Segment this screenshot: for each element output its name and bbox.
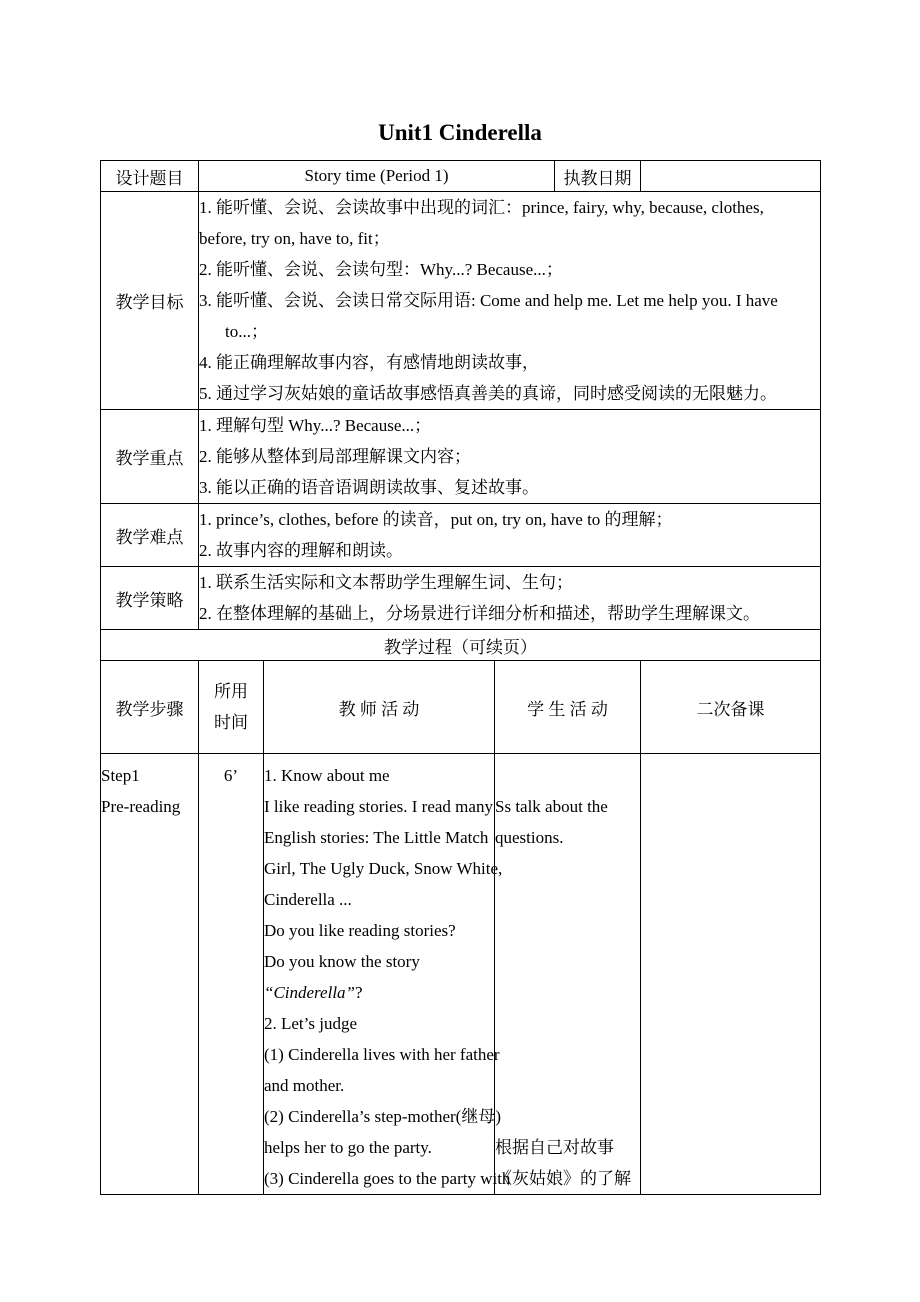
strategy-line: 2. 在整体理解的基础上，分场景进行详细分析和描述，帮助学生理解课文。	[199, 604, 760, 623]
teacher-line: 2. Let’s judge	[264, 1014, 358, 1033]
objective-line: 2. 能听懂、会说、会读句型：Why...? Because...；	[199, 260, 563, 279]
key-points-label: 教学重点	[101, 410, 199, 504]
teacher-line: and mother.	[264, 1076, 345, 1095]
topic-row	[101, 161, 821, 192]
student-line: 《灰姑娘》的了解	[495, 1169, 631, 1188]
column-header-row	[101, 661, 821, 754]
teacher-line: 1. Know about me	[264, 766, 390, 785]
teacher-line: Do you know the story	[264, 952, 420, 971]
objective-line: 4. 能正确理解故事内容，有感情地朗读故事，	[199, 353, 539, 372]
topic-value: Story time (Period 1)	[199, 161, 555, 192]
objective-line: 5. 通过学习灰姑娘的童话故事感悟真善美的真谛，同时感受阅读的无限魅力。	[199, 384, 777, 403]
step-phase: Pre-reading	[101, 797, 181, 816]
step1-step-cell	[101, 754, 199, 1195]
difficulties-content	[199, 504, 821, 567]
question-mark: ?	[355, 983, 363, 1002]
col-step-header: 教学步骤	[101, 661, 199, 754]
key-points-content	[199, 410, 821, 504]
key-point-line: 3. 能以正确的语音语调朗读故事、复述故事。	[199, 478, 539, 497]
step1-row	[101, 754, 821, 1195]
teacher-line: (1) Cinderella lives with her father	[264, 1045, 500, 1064]
col-student-header: 学 生 活 动	[495, 661, 641, 754]
difficulty-line: 1. prince’s, clothes, before 的读音，put on, try on, have to 的理解；	[199, 510, 673, 529]
objective-line: 1. 能听懂、会说、会读故事中出现的词汇：prince, fairy, why, because, clothes,	[199, 198, 764, 217]
date-label: 执教日期	[555, 161, 641, 192]
process-header-row	[101, 630, 821, 661]
step1-time-cell	[199, 754, 264, 1195]
objective-line: before, try on, have to, fit；	[199, 229, 390, 248]
teacher-line: (3) Cinderella goes to the party with	[264, 1169, 511, 1188]
story-title: “Cinderella”	[264, 983, 355, 1002]
difficulties-row	[101, 504, 821, 567]
objectives-row	[101, 192, 821, 410]
objectives-content	[199, 192, 821, 410]
key-point-line: 2. 能够从整体到局部理解课文内容；	[199, 447, 471, 466]
step1-student-cell	[495, 754, 641, 1195]
teacher-line: Girl, The Ugly Duck, Snow White,	[264, 859, 503, 878]
col-teacher-header: 教 师 活 动	[264, 661, 495, 754]
lesson-plan-table	[100, 160, 821, 1195]
difficulties-label: 教学难点	[101, 504, 199, 567]
strategies-row	[101, 567, 821, 630]
teacher-line: helps her to go the party.	[264, 1138, 432, 1157]
objectives-label: 教学目标	[101, 192, 199, 410]
teacher-line: (2) Cinderella’s step-mother(继母)	[264, 1107, 501, 1126]
teacher-line: English stories: The Little Match	[264, 828, 489, 847]
teacher-line: Do you like reading stories?	[264, 921, 456, 940]
key-points-row	[101, 410, 821, 504]
student-line: Ss talk about the	[495, 797, 608, 816]
objective-line: 3. 能听懂、会说、会读日常交际用语: Come and help me. Let me help you. I have	[199, 291, 778, 310]
date-value	[641, 161, 821, 192]
topic-label: 设计题目	[101, 161, 199, 192]
step1-notes-cell	[641, 754, 821, 1195]
page-title: Unit1 Cinderella	[378, 120, 542, 145]
student-line: questions.	[495, 828, 564, 847]
col-time-line: 所用	[214, 682, 248, 701]
strategy-line: 1. 联系生活实际和文本帮助学生理解生词、生句；	[199, 573, 573, 592]
process-header: 教学过程（可续页）	[101, 630, 821, 661]
objective-line: to...；	[225, 322, 268, 341]
col-time-header	[199, 661, 264, 754]
strategies-content	[199, 567, 821, 630]
difficulty-line: 2. 故事内容的理解和朗读。	[199, 541, 403, 560]
step1-teacher-cell	[264, 754, 511, 1195]
col-notes-header: 二次备课	[641, 661, 821, 754]
step-name: Step1	[101, 766, 140, 785]
teacher-line: Cinderella ...	[264, 890, 352, 909]
teacher-line	[264, 977, 494, 1008]
col-time-line: 时间	[214, 713, 248, 732]
teacher-line: I like reading stories. I read many	[264, 797, 493, 816]
student-line: 根据自己对故事	[495, 1138, 614, 1157]
strategies-label: 教学策略	[101, 567, 199, 630]
key-point-line: 1. 理解句型 Why...? Because...；	[199, 416, 432, 435]
step-time: 6’	[223, 766, 239, 785]
